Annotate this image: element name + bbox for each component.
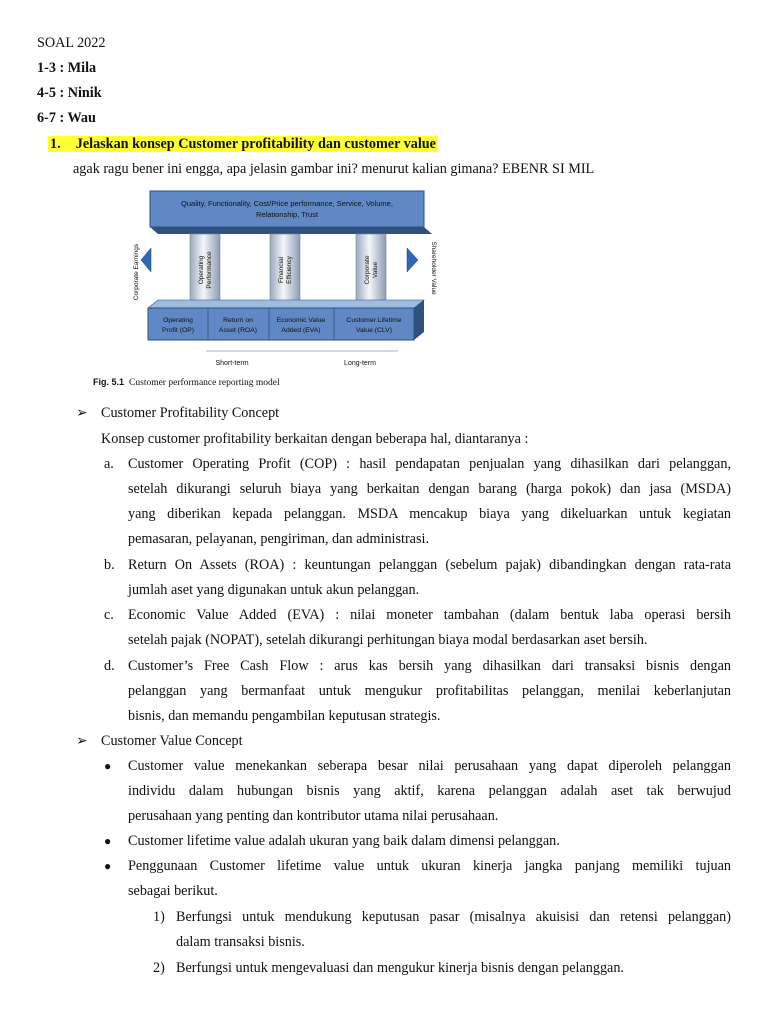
top-box [150,191,424,227]
pillar-1-line-1: Operating [198,255,205,285]
caption-text: Customer performance reporting model [129,378,280,388]
pillar-3-line-1: Corporate [364,255,371,285]
base-3-line-1: Economic Value [276,317,326,324]
right-side-label: Shareholder Value [430,241,437,295]
assignment-2: 4-5 : Ninik [37,85,102,101]
pillar-1 [190,234,220,309]
base-top [148,300,424,308]
figure-svg [128,188,448,393]
subitem-1-line-1: Berfungsi untuk mendukung keputusan pasar (misalnya akuisisi dan retensi pelanggan) [176,909,731,925]
assignment-3: 6-7 : Wau [37,110,96,126]
question-1 [48,136,438,153]
long-term-label: Long-term [344,360,376,367]
top-box-line-1: Quality, Functionality, Cost/Price performance, Service, Volume, [181,199,393,208]
item-b-line-1: Return On Assets (ROA) : keuntungan pelanggan (sebelum pajak) dibandingkan dengan rata-rata [128,557,731,573]
soal-title: SOAL 2022 [37,35,106,51]
section2-title: Customer Value Concept [101,733,243,749]
base-1-line-1: Operating [163,317,193,324]
question-text: Jelaskan konsep Customer profitability dan customer value [75,136,436,152]
item-c-line-1: Economic Value Added (EVA) : nilai moneter tambahan (dalam bentuk laba operasi bersih [128,607,731,623]
section1-bullet: ➢ [76,405,88,421]
item-d-line-1: Customer’s Free Cash Flow : arus kas bersih yang dihasilkan dari transaksi bisnis dengan [128,658,731,674]
item-c-marker: c. [104,607,114,623]
pillar-1-line-2: Performance [206,251,213,289]
base-3-line-2: Added (EVA) [281,327,321,334]
figure-caption [93,377,280,388]
subitem-2-line-1: Berfungsi untuk mengevaluasi dan mengukur kinerja bisnis dengan pelanggan. [176,960,624,976]
pillar-2 [270,234,300,309]
comment-text: agak ragu bener ini engga, apa jelasin gambar ini? menurut kalian gimana? EBENR SI MIL [73,161,595,177]
left-arrow-icon [141,248,151,272]
item-b-marker: b. [104,557,115,573]
base-2-line-2: Asset (ROA) [218,327,258,334]
customer-performance-figure [128,188,448,398]
pillar-3-line-2: Value [372,261,379,279]
question-number: 1. [50,136,61,152]
pillar-3 [356,234,386,309]
item-c-line-2: setelah pajak (NOPAT), setelah dikurangi perhitungan biaya modal berdasarkan aset bersih. [128,632,648,648]
short-term-label: Short-term [215,360,249,367]
bullet-1-marker: ● [104,759,112,773]
subitem-2-marker: 2) [153,960,165,976]
top-box-shadow [150,227,432,234]
bullet-3-line-2: sebagai berikut. [128,883,218,899]
item-d-marker: d. [104,658,115,674]
left-side-label: Corporate Earnings [133,243,140,301]
subitem-1-line-2: dalam transaksi bisnis. [176,934,305,950]
subitem-1-marker: 1) [153,909,165,925]
item-a-line-3: yang diberikan kepada pelanggan. MSDA mencakup biaya yang dikeluarkan untuk kegiatan [128,506,731,522]
base-4-line-2: Value (CLV) [355,327,393,334]
section2-bullet: ➢ [76,733,88,749]
bullet-1-line-1: Customer value menekankan seberapa besar nilai perusahaan yang dapat diperoleh pelanggan [128,758,731,774]
item-d-line-2: pelanggan yang bermanfaat untuk mengukur profitabilitas pelanggan, menilai keberlanjutan [128,683,731,699]
top-box-line-2: Relationship, Trust [255,210,319,219]
pillar-2-line-2: Efficiency [286,256,293,284]
item-a-line-1: Customer Operating Profit (COP) : hasil pendapatan penjualan yang dihasilkan dari pelanggan, [128,456,731,472]
base-2-line-1: Return on [223,317,253,324]
assignment-1: 1-3 : Mila [37,60,97,76]
item-a-line-2: setelah dikurangi seluruh biaya yang berkaitan dengan barang (harga pokok) dan jasa (MSDA) [128,481,731,497]
item-a-marker: a. [104,456,114,472]
item-a-line-4: pemasaran, pelayanan, pengiriman, dan administrasi. [128,531,429,547]
section1-title: Customer Profitability Concept [101,405,280,421]
section1-intro: Konsep customer profitability berkaitan dengan beberapa hal, diantaranya : [101,431,529,447]
base-box [148,308,414,340]
right-arrow-icon [407,248,418,272]
bullet-2-marker: ● [104,834,112,848]
base-4-line-1: Customer Lifetime [346,317,402,324]
bullet-1-line-3: perusahaan yang penting dan kontributor utama nilai perusahaan. [128,808,499,824]
bullet-2-line-1: Customer lifetime value adalah ukuran yang baik dalam dimensi pelanggan. [128,833,560,849]
bullet-3-marker: ● [104,859,112,873]
item-d-line-3: bisnis, dan memandu pengambilan keputusan strategis. [128,708,441,724]
item-b-line-2: jumlah aset yang digunakan untuk akun pelanggan. [128,582,420,598]
base-1-line-2: Profit (OP) [161,327,195,334]
bullet-1-line-2: individu dalam hubungan bisnis yang aktif, karena pelanggan adalah aset tak berwujud [128,783,731,799]
bullet-3-line-1: Penggunaan Customer lifetime value untuk ukuran kinerja jangka panjang memiliki tujuan [128,858,731,874]
pillar-2-line-1: Financial [278,256,285,284]
caption-label: Fig. 5.1 [93,377,125,387]
